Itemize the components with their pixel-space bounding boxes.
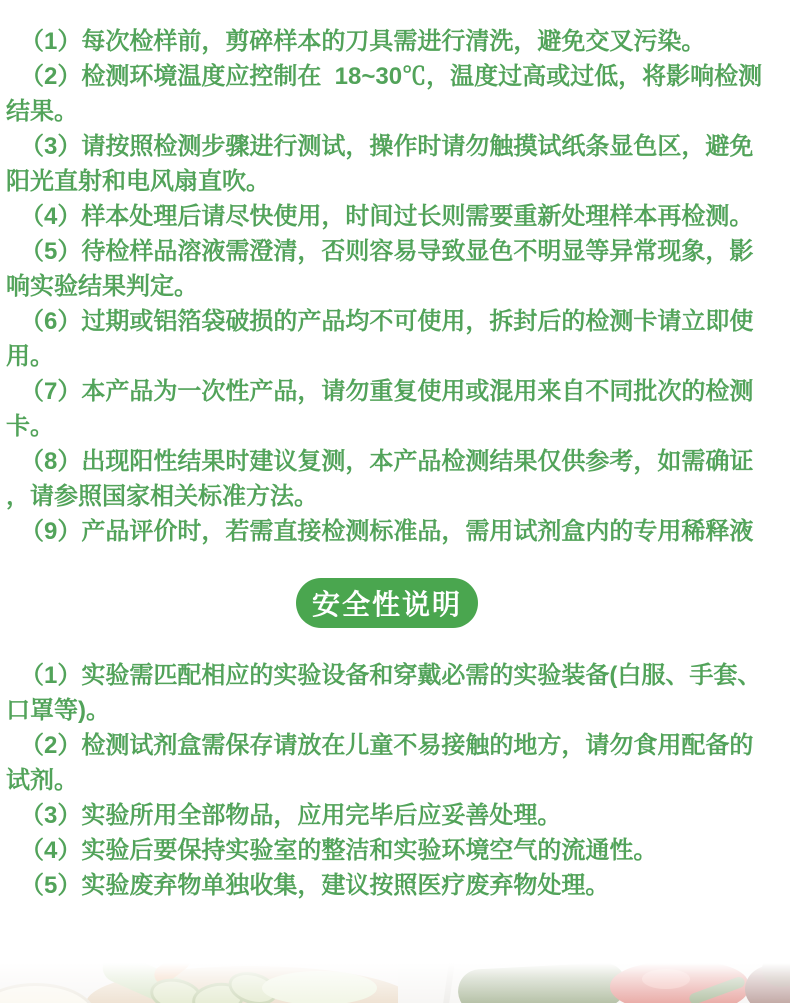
precaution-item-7: （7）本产品为一次性产品，请勿重复使用或混用来自不同批次的检测卡。: [6, 378, 754, 440]
precaution-item-5: （5）待检样品溶液需澄清，否则容易导致显色不明显等异常现象，影响实验结果判定。: [6, 238, 754, 300]
precaution-item-8: （8）出现阳性结果时建议复测，本产品检测结果仅供参考，如需确证，请参照国家相关标准方法。: [6, 448, 754, 510]
safety-section-badge: [296, 578, 478, 628]
precaution-item-2: （2）检测环境温度应控制在 18~30℃，温度过高或过低，将影响检测结果。: [6, 63, 763, 125]
safety-badge-label: 安全性说明: [311, 589, 462, 620]
safety-item-4: （4）实验后要保持实验室的整洁和实验环境空气的流通性。: [20, 837, 658, 864]
precaution-item-9: （9）产品评价时，若需直接检测标准品，需用试剂盒内的专用稀释液: [20, 518, 754, 545]
precaution-item-6: （6）过期或铝箔袋破损的产品均不可使用，拆封后的检测卡请立即使用。: [6, 308, 754, 370]
safety-item-1: （1）实验需匹配相应的实验设备和穿戴必需的实验装备(白服、手套、口罩等)。: [6, 662, 762, 724]
photo-fade-overlay: [0, 963, 790, 1003]
safety-item-3: （3）实验所用全部物品，应用完毕后应妥善处理。: [20, 802, 562, 829]
safety-badge-row: [6, 578, 768, 628]
precautions-section: [6, 24, 768, 549]
precaution-item-4: （4）样本处理后请尽快使用，时间过长则需要重新处理样本再检测。: [20, 203, 754, 230]
safety-section: [6, 658, 768, 903]
safety-item-5: （5）实验废弃物单独收集，建议按照医疗废弃物处理。: [20, 872, 610, 899]
precaution-item-3: （3）请按照检测步骤进行测试，操作时请勿触摸试纸条显色区，避免阳光直射和电风扇直吹。: [6, 133, 754, 195]
safety-item-2: （2）检测试剂盒需保存请放在儿童不易接触的地方，请勿食用配备的试剂。: [6, 732, 754, 794]
vegetable-photo-strip: [0, 963, 790, 1003]
precaution-item-1: （1）每次检样前，剪碎样本的刀具需进行清洗，避免交叉污染。: [20, 28, 706, 55]
